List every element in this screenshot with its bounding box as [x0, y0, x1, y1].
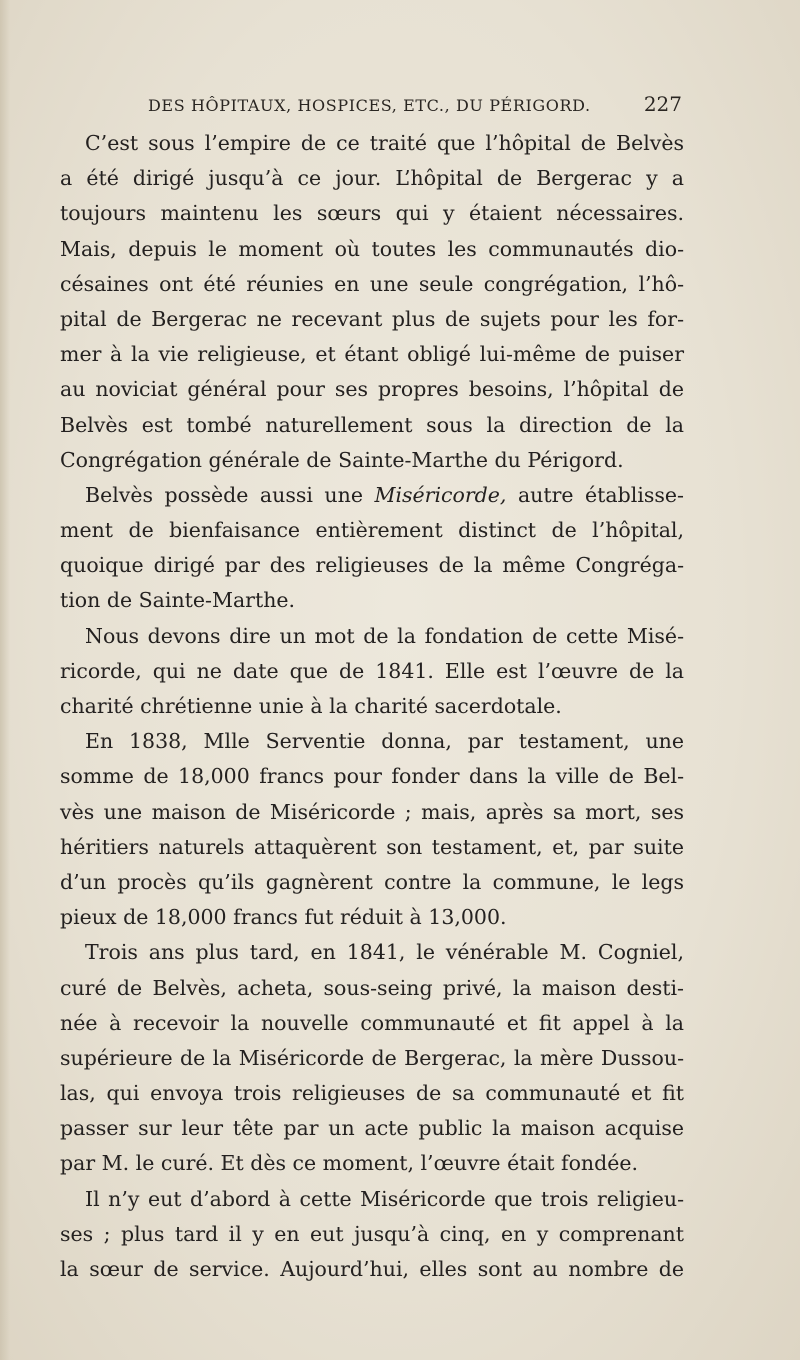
text-line: mer à la vie religieuse, et étant obligé lui-même de puiser: [60, 342, 684, 367]
paragraph-end-line: pieux de 18,000 francs fut réduit à 13,000.: [60, 905, 507, 930]
text-line: la sœur de service. Aujourd’hui, elles sont au nombre de: [60, 1257, 684, 1281]
page-number: 227: [643, 92, 682, 116]
text-line: Belvès est tombé naturellement sous la direction de la: [60, 412, 684, 437]
text-line: Il n’y eut d’abord à cette Miséricorde que trois religieu-: [85, 1186, 684, 1211]
text-line-with-italic: [60, 478, 684, 513]
paragraph-end-line: charité chrétienne unie à la charité sacerdotale.: [60, 694, 562, 718]
text-line: vès une maison de Miséricorde ; mais, après sa mort, ses: [60, 799, 684, 824]
text-line: héritiers naturels attaquèrent son testament, et, par suite: [60, 834, 684, 859]
italic-term: Miséricorde,: [374, 482, 507, 507]
body-text: [60, 126, 684, 1287]
text-line: passer sur leur tête par un acte public la maison acquise: [60, 1116, 684, 1141]
text-line: supérieure de la Miséricorde de Bergerac, la mère Dussou-: [60, 1045, 684, 1070]
text-line: curé de Belvès, acheta, sous-seing privé, la maison desti-: [60, 975, 684, 1000]
text-line: césaines ont été réunies en une seule congrégation, l’hô-: [60, 271, 684, 296]
text-line: née à recevoir la nouvelle communauté et fit appel à la: [60, 1010, 684, 1035]
text-line: somme de 18,000 francs pour fonder dans la ville de Bel-: [60, 764, 684, 789]
page-edge-shadow: [0, 0, 10, 1360]
text-line: las, qui envoya trois religieuses de sa communauté et fit: [60, 1081, 684, 1106]
paragraph-end-line: tion de Sainte-Marthe.: [60, 588, 296, 613]
text-line: Nous devons dire un mot de la fondation de cette Misé-: [85, 623, 684, 648]
text-line: a été dirigé jusqu’à ce jour. L’hôpital de Bergerac y a: [60, 166, 684, 191]
paragraph-end-line: Congrégation générale de Sainte-Marthe du Périgord.: [60, 447, 624, 472]
page-header: [148, 92, 682, 118]
text-line: quoique dirigé par des religieuses de la même Congréga-: [60, 553, 684, 578]
text-line: En 1838, Mlle Serventie donna, par testament, une: [85, 729, 684, 754]
text-line: Mais, depuis le moment où toutes les communautés dio-: [60, 236, 684, 261]
text-line: ment de bienfaisance entièrement distinct de l’hôpital,: [60, 518, 684, 543]
text-line: ses ; plus tard il y en eut jusqu’à cinq, en y comprenant: [60, 1221, 684, 1246]
text-line: pital de Bergerac ne recevant plus de sujets pour les for-: [60, 306, 684, 331]
paragraph-end-line: par M. le curé. Et dès ce moment, l’œuvre était fondée.: [60, 1151, 639, 1176]
running-title: DES HÔPITAUX, HOSPICES, ETC., DU PÉRIGORD.: [148, 96, 591, 115]
text-line: ricorde, qui ne date que de 1841. Elle est l’œuvre de la: [60, 658, 684, 683]
text-line: C’est sous l’empire de ce traité que l’hôpital de Belvès: [85, 131, 684, 155]
text-line: au noviciat général pour ses propres besoins, l’hôpital de: [60, 377, 684, 402]
text-line: Trois ans plus tard, en 1841, le vénérable M. Cogniel,: [85, 940, 684, 965]
text-segment: Belvès possède aussi une: [85, 482, 363, 507]
text-line: d’un procès qu’ils gagnèrent contre la commune, le legs: [60, 869, 684, 894]
text-segment: autre établisse-: [517, 482, 684, 507]
text-line: toujours maintenu les sœurs qui y étaient nécessaires.: [60, 201, 684, 226]
